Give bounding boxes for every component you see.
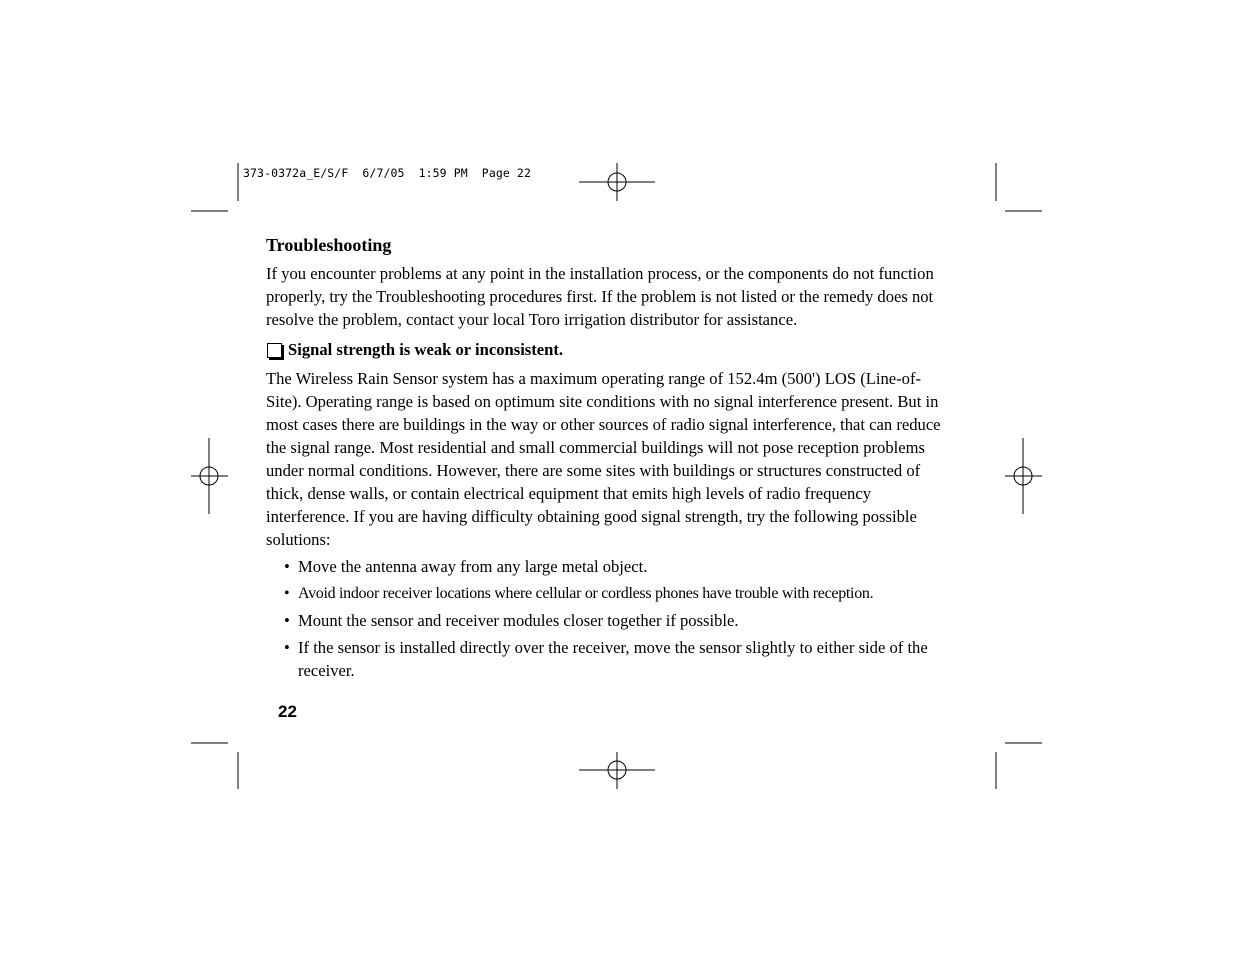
checkbox-icon: [267, 343, 282, 358]
issue-title: Signal strength is weak or inconsistent.: [288, 340, 564, 359]
print-slug-line: 373-0372a_E/S/F 6/7/05 1:59 PM Page 22: [243, 166, 531, 180]
registration-mark-right-icon: [1005, 438, 1042, 514]
registration-mark-left-icon: [191, 438, 228, 514]
section-heading: Troubleshooting: [266, 235, 392, 255]
list-item: • Move the antenna away from any large metal object.: [284, 555, 956, 578]
intro-paragraph: If you encounter problems at any point in the installation process, or the components do not function properly, try the Troubleshooting procedures first. If the problem is not listed or the remedy does not resolve the problem, contact your local Toro irrigation distributor for assistance.: [266, 264, 934, 329]
page-number: 22: [278, 702, 297, 721]
list-item: • If the sensor is installed directly over the receiver, move the sensor slightly to either side of the receiver.: [284, 636, 956, 682]
list-item: • Avoid indoor receiver locations where cellular or cordless phones have trouble with reception.: [284, 582, 956, 605]
issue-description: The Wireless Rain Sensor system has a maximum operating range of 152.4m (500') LOS (Line-of-Site). Operating range is based on optimum site conditions with no signal interference present. But in most cases there are buildings in the way or other sources of radio signal interference, that can reduce the signal range. Most residential and small commercial buildings will not pose reception problems under normal conditions. However, there are some sites with buildings or structures constructed of thick, dense walls, or contain electrical equipment that emits high levels of radio frequency interference. If you are having difficulty obtaining good signal strength, try the following possible solutions:: [266, 369, 941, 549]
issue-heading: [266, 339, 956, 361]
registration-mark-bottom-icon: [579, 752, 655, 789]
main-content: [266, 233, 956, 686]
solutions-list: [266, 555, 956, 682]
registration-mark-top-icon: [579, 163, 655, 201]
list-item: • Mount the sensor and receiver modules closer together if possible.: [284, 609, 956, 632]
